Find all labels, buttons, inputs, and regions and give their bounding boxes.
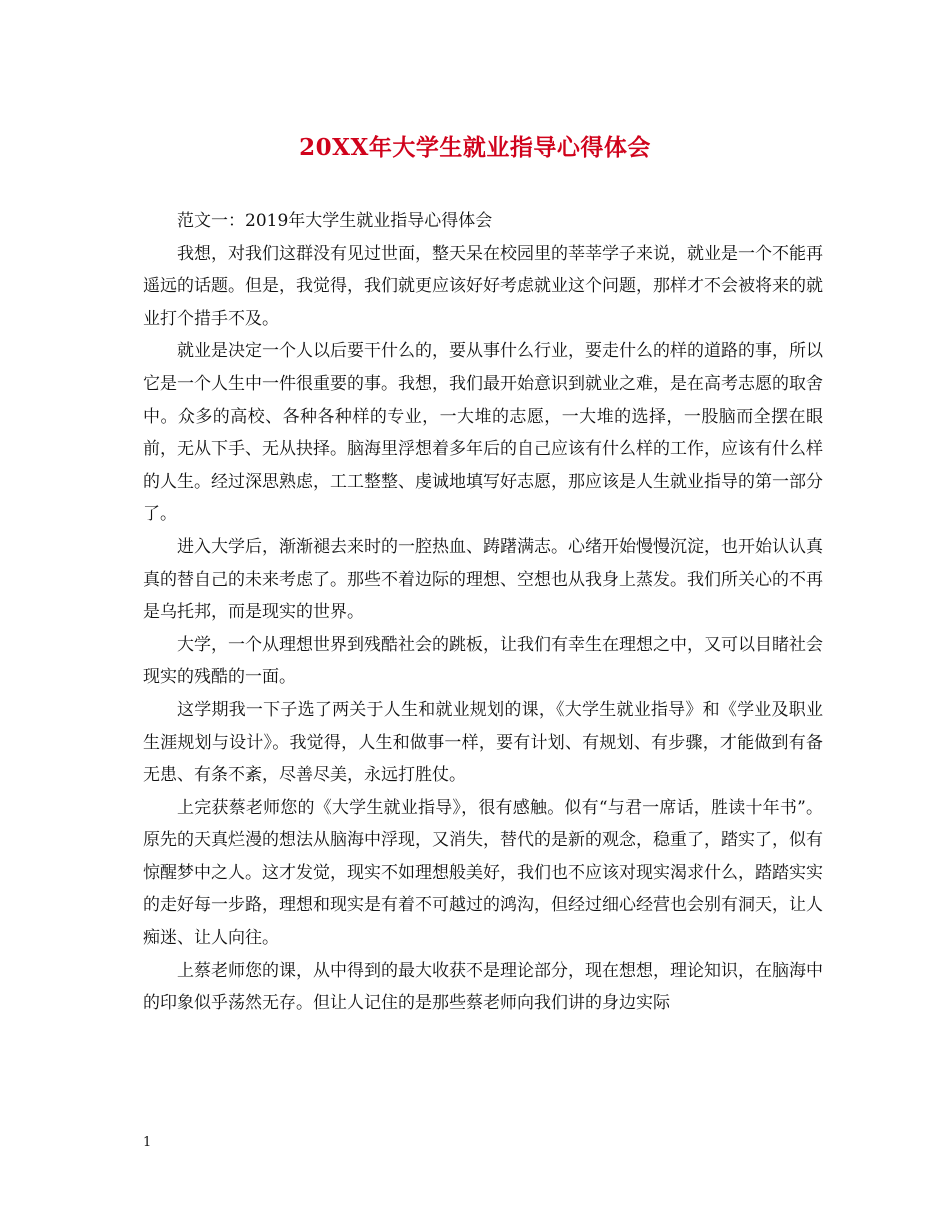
paragraph-5: 大学，一个从理想世界到残酷社会的跳板，让我们有幸生在理想之中，又可以目睹社会现实的残酷的一面。 bbox=[143, 634, 823, 688]
paragraph-7: 上完获蔡老师您的《大学生就业指导》，很有感触。似有“与君一席话，胜读十年书”。原先的天真烂漫的想法从脑海中浮现，又消失，替代的是新的观念，稳重了，踏实了，似有惊醒梦中之人。这才发觉，现实不如理想般美好，我们也不应该对现实渴求什么，踏踏实实的走好每一步路，理想和现实是有着不可越过的鸿沟，但经过细心经营也会别有洞天，让人痴迷、让人向往。 bbox=[143, 797, 823, 949]
paragraph-1: 范文一：2019年大学生就业指导心得体会 bbox=[177, 211, 493, 231]
page-number: 1 bbox=[143, 1135, 152, 1150]
document-body bbox=[143, 205, 823, 1020]
paragraph-4: 进入大学后，渐渐褪去来时的一腔热血、踌躇满志。心绪开始慢慢沉淀，也开始认认真真的替自己的未来考虑了。那些不着边际的理想、空想也从我身上蒸发。我们所关心的不再是乌托邦，而是现实的世界。 bbox=[143, 536, 823, 623]
document-title: 20XX年大学生就业指导心得体会 bbox=[299, 134, 651, 161]
paragraph-2: 我想，对我们这群没有见过世面，整天呆在校园里的莘莘学子来说，就业是一个不能再遥远的话题。但是，我觉得，我们就更应该好好考虑就业这个问题，那样才不会被将来的就业打个措手不及。 bbox=[143, 243, 823, 329]
paragraph-8: 上蔡老师您的课，从中得到的最大收获不是理论部分，现在想想，理论知识，在脑海中的印象似乎荡然无存。但让人记住的是那些蔡老师向我们讲的身边实际 bbox=[143, 960, 823, 1014]
paragraph-6: 这学期我一下子选了两关于人生和就业规划的课，《大学生就业指导》和《学业及职业生涯规划与设计》。我觉得，人生和做事一样，要有计划、有规划、有步骤，才能做到有备无患、有条不紊，尽善尽美，永远打胜仗。 bbox=[143, 699, 823, 786]
paragraph-3: 就业是决定一个人以后要干什么的，要从事什么行业，要走什么的样的道路的事，所以它是一个人生中一件很重要的事。我想，我们最开始意识到就业之难，是在高考志愿的取舍中。众多的高校、各种各种样的专业，一大堆的志愿，一大堆的选择，一股脑而全摆在眼前，无从下手、无从抉择。脑海里浮想着多年后的自己应该有什么样的工作，应该有什么样的人生。经过深思熟虑，工工整整、虔诚地填写好志愿，那应该是人生就业指导的第一部分了。 bbox=[143, 341, 823, 525]
